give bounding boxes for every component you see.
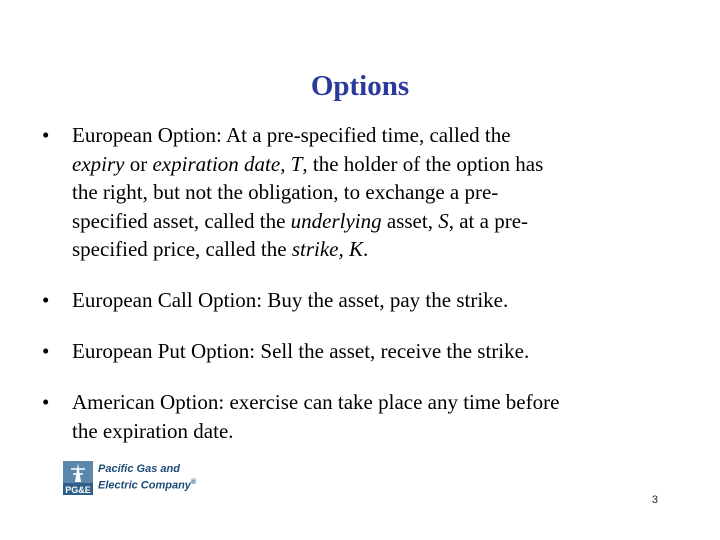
logo-line-1: Pacific Gas and	[98, 463, 180, 475]
bullet-text	[72, 337, 662, 366]
logo-wordmark	[98, 463, 196, 493]
logo-line-2-text: Electric Company	[98, 479, 191, 492]
logo-registered-mark: ®	[190, 479, 197, 486]
bullet-line	[72, 207, 662, 236]
bullet-line	[72, 337, 662, 366]
italic-term: underlying	[290, 208, 382, 233]
italic-term: expiry	[72, 151, 125, 176]
text-run: or	[124, 151, 153, 176]
bullet-line	[72, 150, 662, 179]
text-run: European Call Option: Buy the asset, pay the strike.	[72, 288, 509, 312]
text-run: .	[362, 237, 369, 261]
bullet-text	[72, 388, 662, 445]
logo-mark-text: PG&E	[65, 485, 91, 495]
text-run: specified asset, called the	[72, 208, 291, 233]
text-run: , at a pre-	[448, 208, 529, 233]
bullet-marker: •	[42, 390, 50, 414]
bullet-line	[72, 178, 662, 207]
bullet-marker: •	[42, 339, 50, 363]
bullet-line	[72, 121, 662, 150]
bullet-line	[72, 388, 662, 417]
text-run: specified price, called the	[72, 237, 292, 261]
text-run: the expiration date.	[72, 418, 234, 443]
slide-title: Options	[310, 70, 410, 102]
text-run: European Option: At a pre-specified time, called the	[72, 123, 511, 147]
text-run: European Put Option: Sell the asset, receive the strike.	[72, 339, 530, 363]
pge-logo-icon	[62, 460, 94, 496]
text-run: American Option: exercise can take place any time before	[72, 390, 560, 414]
italic-term: S	[438, 208, 449, 233]
pge-logo	[62, 460, 197, 496]
italic-term: expiration date, T	[152, 151, 303, 176]
bullet-line	[72, 417, 662, 446]
logo-line-2	[98, 476, 196, 493]
text-run: asset,	[381, 208, 439, 233]
bullet-text	[72, 121, 662, 264]
bullet-line	[72, 235, 662, 264]
bullet-line	[72, 286, 662, 315]
bullet-marker: •	[42, 123, 50, 147]
text-run: the right, but not the obligation, to exchange a pre-	[72, 180, 499, 204]
bullet-text	[72, 286, 662, 315]
text-run: , the holder of the option has	[302, 151, 544, 176]
page-number: 3	[651, 494, 658, 506]
italic-term: strike, K	[291, 237, 363, 261]
bullet-marker: •	[42, 288, 50, 312]
